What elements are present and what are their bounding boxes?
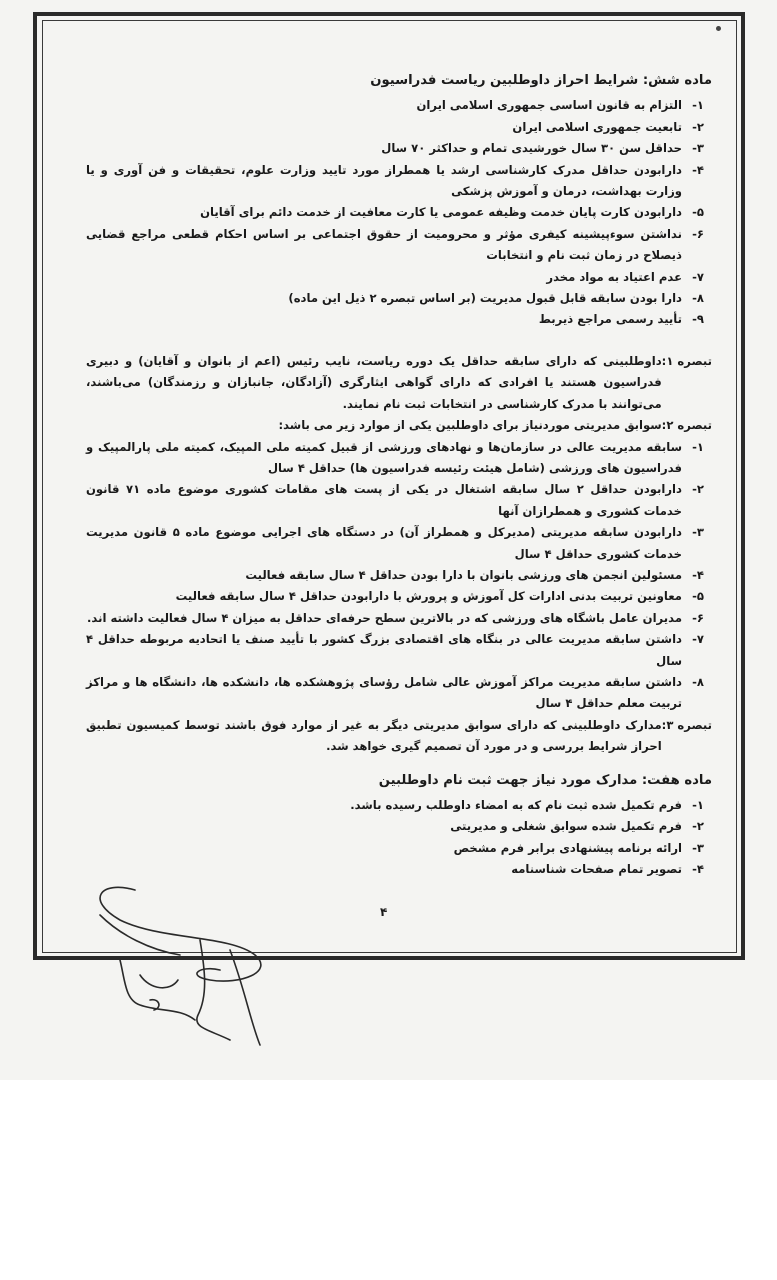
article6-title: ماده شش: شرایط احراز داوطلبین ریاست فدراسیون [370, 73, 712, 88]
list-item: ۴- تصویر تمام صفحات شناسنامه [511, 862, 704, 877]
article7-title: ماده هفت: مدارک مورد نیاز جهت ثبت نام داوطلبین [378, 772, 712, 788]
note-label: تبصره ۱: [661, 353, 712, 368]
note-text: مدارک داوطلبینی که دارای سوابق مدیریتی دیگر به غیر از موارد فوق باشند توسط کمیسیون تطبیق احراز شرایط بررسی و در مورد آن تصمیم گیری خواهد شد. [86, 717, 662, 754]
signature-icon [80, 880, 280, 1050]
note-2 [86, 415, 712, 436]
note-label: تبصره ۲: [661, 418, 712, 433]
article7-list [86, 795, 712, 881]
note-text: سوابق مدیریتی موردنیاز برای داوطلبین یکی از موارد زیر می باشد: [278, 418, 662, 433]
note-1 [86, 351, 712, 415]
list-item: ۸- داشتن سابقه مدیریت مراکز آموزش عالی شامل رؤسای پژوهشکده ها، دانشکده ها، دانشگاه ها و مراکز تربیت معلم حداقل ۴ سال [86, 674, 704, 711]
list-item: ۷- داشتن سابقه مدیریت عالی در بنگاه های اقتصادی بزرگ کشور با تأیید صنف یا اتحادیه مربوطه حداقل ۴ سال [86, 632, 704, 668]
list-item: ۶- نداشتن سوءپیشینه کیفری مؤثر و محرومیت از حقوق اجتماعی بر اساس احکام قطعی مراجع قضایی ذیصلاح در زمان ثبت نام و انتخابات [86, 226, 704, 263]
list-item: ۵- دارابودن کارت پایان خدمت وظیفه عمومی یا کارت معافیت از خدمت دائم برای آقایان [200, 205, 704, 220]
article6-list [86, 95, 712, 330]
list-item: ۴- مسئولین انجمن های ورزشی بانوان با دارا بودن حداقل ۴ سال سابقه فعالیت [245, 567, 704, 582]
list-item: ۲- فرم تکمیل شده سوابق شغلی و مدیریتی [450, 819, 704, 834]
list-item: ۳- حداقل سن ۳۰ سال خورشیدی تمام و حداکثر ۷۰ سال [381, 141, 704, 156]
list-item: ۶- مدیران عامل باشگاه های ورزشی که در بالاترین سطح حرفه‌ای حداقل به میزان ۴ سال فعالیت داشته اند. [86, 610, 704, 625]
scan-speck [716, 26, 721, 31]
page-number: ۴ [380, 905, 388, 919]
list-item: ۱- التزام به قانون اساسی جمهوری اسلامی ایران [416, 98, 704, 113]
list-item: ۹- تأیید رسمی مراجع ذیربط [538, 312, 704, 327]
note-label: تبصره ۳: [661, 717, 712, 732]
note-3 [86, 715, 712, 758]
note2-list [86, 437, 712, 715]
list-item: ۴- دارابودن حداقل مدرک کارشناسی ارشد یا همطراز مورد تایید وزارت علوم، تحقیقات و فن آوری و یا وزارت بهداشت، درمان و آموزش پزشکی [86, 162, 704, 199]
list-item: ۷- عدم اعتیاد به مواد مخدر [546, 269, 704, 284]
list-item: ۸- دارا بودن سابقه قابل قبول مدیریت (بر اساس تبصره ۲ ذیل این ماده) [288, 291, 704, 306]
list-item: ۳- دارابودن سابقه مدیریتی (مدیرکل و همطراز آن) در دستگاه های اجرایی موضوع ماده ۵ قانون مدیریت خدمات کشوری حداقل ۴ سال [86, 525, 704, 561]
list-item: ۵- معاونین تربیت بدنی ادارات کل آموزش و پرورش با دارابودن حداقل ۴ سال سابقه فعالیت [175, 589, 704, 604]
note-text: داوطلبینی که دارای سابقه حداقل یک دوره ریاست، نایب رئیس (اعم از بانوان و آقایان) و دبیری فدراسیون هستند یا افرادی که دارای گواهی ایثارگری (آزادگان، جانبازان و رزمندگان) می‌باشند، می‌توانند با مدرک کارشناسی در انتخابات ثبت نام نمایند. [86, 353, 662, 411]
list-item: ۲- تابعیت جمهوری اسلامی ایران [512, 119, 704, 134]
list-item: ۱- سابقه مدیریت عالی در سازمان‌ها و نهادهای ورزشی از قبیل کمیته ملی المپیک، کمیته ملی پارالمپیک و فدراسیون های ورزشی (شامل هیئت رئیسه فدراسیون ها) حداقل ۴ سال [86, 439, 704, 475]
document-body [86, 70, 712, 881]
list-item: ۲- دارابودن حداقل ۲ سال سابقه اشتغال در یکی از پست های مقامات کشوری موضوع ماده ۷۱ قانون خدمات کشوری و همطرازان آنها [86, 482, 704, 518]
list-item: ۱- فرم تکمیل شده ثبت نام که به امضاء داوطلب رسیده باشد. [350, 798, 704, 812]
list-item: ۳- ارائه برنامه پیشنهادی برابر فرم مشخص [453, 840, 704, 855]
